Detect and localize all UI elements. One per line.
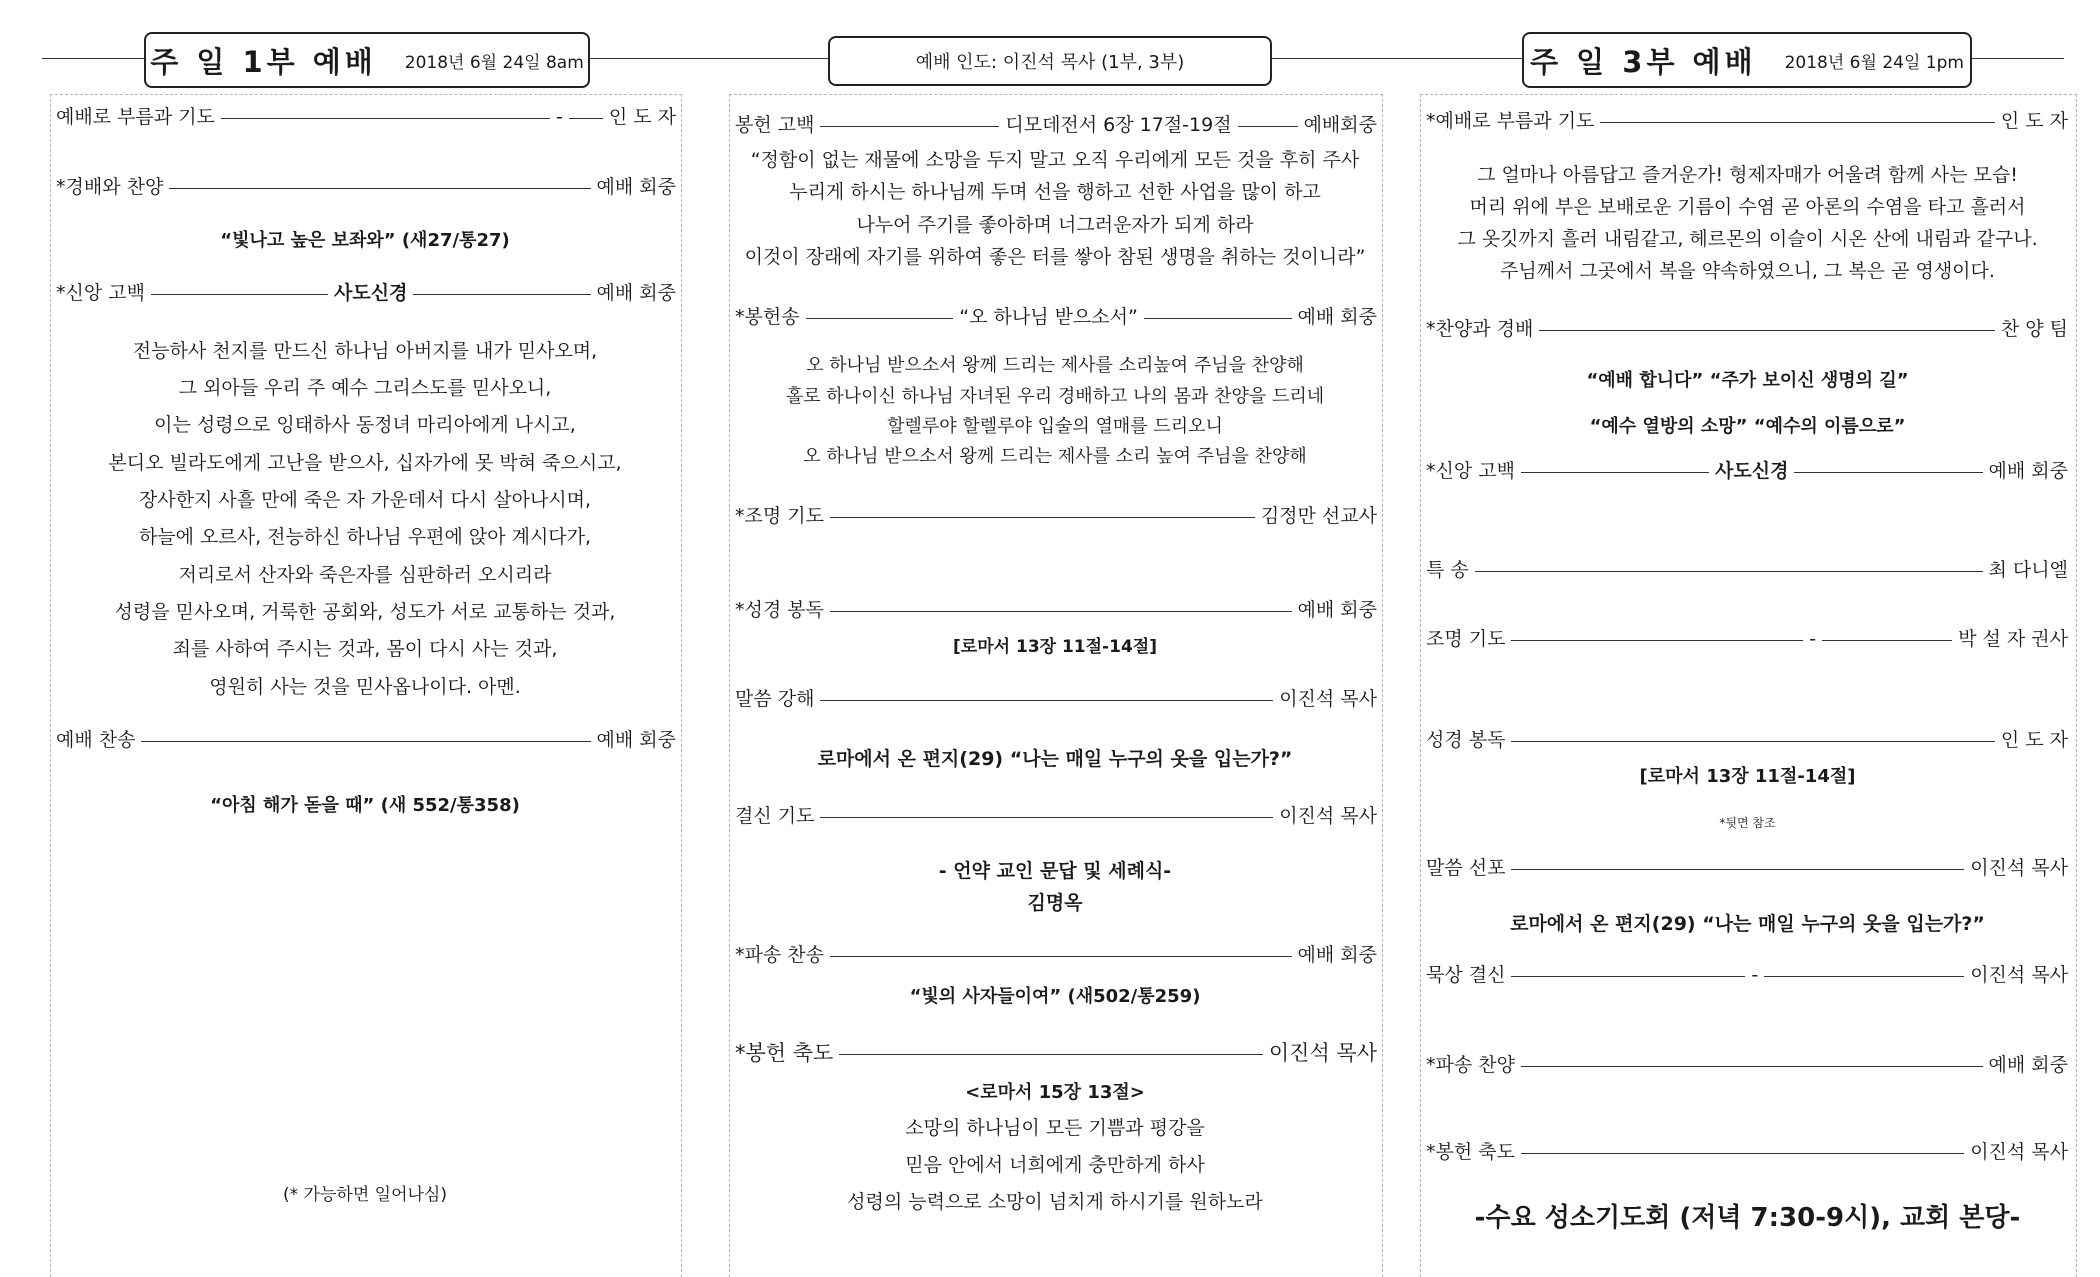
leader-rule [830, 611, 1292, 612]
benediction-line: 믿음 안에서 너희에게 충만하게 하사 [905, 1154, 1205, 1176]
item-label: 묵상 결신 [1426, 964, 1506, 986]
item-person: 인 도 자 [2000, 110, 2068, 132]
item-label: 예배로 부름과 기도 [56, 106, 215, 128]
item-label: *성경 봉독 [735, 599, 824, 621]
third-service-title: 주 일 3부 예배 [1530, 44, 1757, 79]
leader-rule [1521, 1153, 1964, 1154]
leader-rule [820, 700, 1273, 701]
leader-rule [1794, 472, 1982, 473]
psalm-line: 주님께서 그곳에서 복을 약속하였으니, 그 복은 곧 영생이다. [1500, 260, 1995, 282]
item-person: 예배 회중 [1297, 306, 1378, 328]
item-mark: - [1809, 628, 1817, 650]
creed-line: 죄를 사하여 주시는 것과, 몸이 다시 사는 것과, [172, 638, 558, 660]
order-row [1426, 557, 2068, 583]
lyric-line: 홀로 하나이신 하나님 자녀된 우리 경배하고 나의 몸과 찬양을 드리네 [785, 386, 1325, 407]
scripture-line: 이것이 장래에 자기를 위하여 좋은 터를 쌓아 참된 생명을 취하는 것이니라” [744, 246, 1366, 268]
order-row [735, 503, 1377, 529]
item-label: *신앙 고백 [56, 282, 145, 304]
order-row [735, 803, 1377, 829]
item-mid: 디모데전서 6장 17절-19절 [1005, 114, 1232, 136]
benediction-line: 성령의 능력으로 소망이 넘치게 하시기를 원하노라 [847, 1191, 1263, 1213]
reading-note: *뒷면 참조 [1719, 816, 1776, 830]
item-person: 최 다니엘 [1988, 559, 2068, 581]
item-label: 말씀 선포 [1426, 857, 1506, 879]
first-service-title: 주 일 1부 예배 [150, 44, 377, 79]
psalm-line: 그 옷깃까지 흘러 내림같고, 헤르몬의 이슬이 시온 산에 내림과 같구나. [1457, 228, 2038, 250]
item-person: 찬 양 팀 [2000, 318, 2068, 340]
item-person: 이진석 목사 [1279, 805, 1377, 827]
order-row [56, 104, 676, 130]
order-row [735, 1040, 1377, 1066]
leader-rule [1144, 318, 1292, 319]
creed-line: 그 외아들 우리 주 예수 그리스도를 믿사오니, [178, 377, 552, 399]
order-row [735, 686, 1377, 712]
item-mark: - [555, 106, 563, 128]
sermon-title: 로마에서 온 편지(29) “나는 매일 누구의 옷을 입는가?” [817, 748, 1293, 770]
order-row [56, 280, 676, 306]
item-label: *파송 찬송 [735, 944, 824, 966]
leader-header [828, 36, 1272, 86]
order-row [1426, 108, 2068, 134]
item-person: 이진석 목사 [1970, 1141, 2068, 1163]
item-person: 이진석 목사 [1268, 1041, 1377, 1065]
item-person: 예배 회중 [596, 282, 677, 304]
item-mark: - [1751, 964, 1759, 986]
item-label: 조명 기도 [1426, 628, 1506, 650]
item-label: *경배와 찬양 [56, 176, 164, 198]
lyric-line: 오 하나님 받으소서 왕께 드리는 제사를 소리 높여 주님을 찬양해 [803, 446, 1307, 467]
first-service-header [144, 32, 590, 88]
item-label: *신앙 고백 [1426, 460, 1515, 482]
lyric-line: 오 하나님 받으소서 왕께 드리는 제사를 소리높여 주님을 찬양해 [806, 355, 1304, 376]
worship-leader: 예배 인도: 이진석 목사 (1부, 3부) [915, 52, 1185, 73]
item-person: 이진석 목사 [1279, 688, 1377, 710]
item-label: *조명 기도 [735, 505, 824, 527]
item-person: 예배 회중 [596, 729, 676, 751]
creed-line: 하늘에 오르사, 전능하신 하나님 우편에 앉아 계시다가, [138, 526, 592, 548]
item-person: 예배 회중 [1988, 460, 2069, 482]
benediction-line: 소망의 하나님이 모든 기쁨과 평강을 [905, 1117, 1205, 1139]
leader-rule [569, 118, 603, 119]
item-label: *봉헌 축도 [735, 1041, 834, 1065]
item-label: *봉헌 축도 [1426, 1141, 1515, 1163]
item-person: 예배 회중 [1988, 1054, 2068, 1076]
leader-rule [1511, 741, 1994, 742]
order-row [1426, 458, 2068, 484]
lyric-line: 할렐루야 할렐루야 입술의 열매를 드리오니 [887, 416, 1223, 437]
psalm-line: 그 얼마나 아름답고 즐거운가! 형제자매가 어울려 함께 사는 모습! [1477, 164, 2018, 186]
item-person: 인 도 자 [608, 106, 676, 128]
leader-rule [806, 318, 954, 319]
order-row [1426, 1052, 2068, 1078]
leader-rule [820, 126, 999, 127]
wednesday-announcement: -수요 성소기도회 (저녁 7:30-9시), 교회 본당- [1474, 1203, 2021, 1233]
benediction-reference: <로마서 15장 13절> [965, 1082, 1145, 1103]
song-title: “빛의 사자들이여” (새502/통259) [909, 986, 1201, 1007]
item-label: *봉헌송 [735, 306, 800, 328]
item-label: 말씀 강해 [735, 688, 815, 710]
order-row [1426, 316, 2068, 342]
order-row [56, 174, 676, 200]
order-row [735, 112, 1377, 138]
item-person: 예배 회중 [596, 176, 676, 198]
scripture-line: 누리게 하시는 하나님께 두며 선을 행하고 선한 사업을 많이 하고 [789, 181, 1321, 203]
order-row [56, 727, 676, 753]
leader-rule [1521, 472, 1709, 473]
order-row [1426, 626, 2068, 652]
creed-line: 전능하사 천지를 만드신 하나님 아버지를 내가 믿사오며, [132, 340, 598, 362]
song-title: “아침 해가 돋을 때” (새 552/통358) [210, 795, 520, 816]
covenant-name: 김명옥 [1027, 892, 1083, 914]
praise-songs: “예배 합니다” “주가 보이신 생명의 길” [1586, 370, 1909, 391]
standing-note: (* 가능하면 일어나심) [283, 1185, 447, 1205]
song-title: “빛나고 높은 보좌와” (새27/통27) [220, 230, 510, 251]
leader-rule [1511, 976, 1745, 977]
item-label: *파송 찬양 [1426, 1054, 1515, 1076]
sermon-title: 로마에서 온 편지(29) “나는 매일 누구의 옷을 입는가?” [1510, 913, 1985, 935]
item-label: *예배로 부름과 기도 [1426, 110, 1595, 132]
order-row [735, 597, 1377, 623]
reading-reference: [로마서 13장 11절-14절] [1639, 766, 1856, 787]
creed-line: 장사한지 사흘 만에 죽은 자 가운데서 다시 살아나시며, [138, 489, 592, 511]
item-label: 예배 찬송 [56, 729, 136, 751]
leader-rule [1475, 571, 1983, 572]
leader-rule [169, 188, 590, 189]
item-label: 봉헌 고백 [735, 114, 815, 136]
praise-songs: “예수 열방의 소망” “예수의 이름으로” [1589, 416, 1906, 437]
third-service-date: 2018년 6월 24일 1pm [1784, 52, 1964, 73]
item-person: 인 도 자 [2000, 729, 2068, 751]
order-row [1426, 727, 2068, 753]
order-row [735, 304, 1377, 330]
item-person: 예배 회중 [1297, 944, 1377, 966]
covenant-heading: - 언약 교인 문답 및 세례식- [938, 860, 1172, 882]
item-person: 예배회중 [1303, 114, 1377, 136]
leader-rule [830, 956, 1292, 957]
leader-rule [141, 741, 590, 742]
leader-rule [151, 294, 328, 295]
creed-line: 영원히 사는 것을 믿사옵나이다. 아멘. [209, 676, 521, 698]
creed-line: 성령을 믿사오며, 거룩한 공회와, 성도가 서로 교통하는 것과, [114, 601, 616, 623]
order-row [1426, 855, 2068, 881]
creed-line: 이는 성령으로 잉태하사 동정녀 마리아에게 나시고, [154, 414, 576, 436]
first-service-date: 2018년 6월 24일 8am [404, 52, 584, 73]
leader-rule [1238, 126, 1298, 127]
item-person: 박 설 자 권사 [1958, 628, 2068, 650]
leader-rule [413, 294, 590, 295]
item-label: 결신 기도 [735, 805, 815, 827]
item-mid: 사도신경 [1715, 460, 1789, 482]
leader-rule [1511, 640, 1803, 641]
order-row [735, 942, 1377, 968]
item-person: 예배 회중 [1297, 599, 1377, 621]
item-mid: “오 하나님 받으소서” [959, 306, 1138, 328]
leader-rule [1822, 640, 1952, 641]
item-person: 이진석 목사 [1970, 964, 2068, 986]
item-label: 특 송 [1426, 559, 1469, 581]
third-service-header [1522, 32, 1972, 88]
leader-rule [221, 118, 550, 119]
leader-rule [1539, 330, 1995, 331]
order-row [1426, 1139, 2068, 1165]
item-person: 이진석 목사 [1970, 857, 2068, 879]
leader-rule [1511, 869, 1964, 870]
item-label: 성경 봉독 [1426, 729, 1506, 751]
creed-line: 저리로서 산자와 죽은자를 심판하러 오시리라 [178, 564, 552, 586]
leader-rule [1764, 976, 1964, 977]
scripture-line: “정함이 없는 재물에 소망을 두지 말고 오직 우리에게 모든 것을 후히 주사 [750, 149, 1360, 171]
psalm-line: 머리 위에 부은 보배로운 기름이 수염 곧 아론의 수염을 타고 흘러서 [1469, 196, 2026, 218]
item-label: *찬양과 경배 [1426, 318, 1534, 340]
leader-rule [1521, 1066, 1983, 1067]
reading-reference: [로마서 13장 11절-14절] [953, 637, 1157, 657]
item-mid: 사도신경 [334, 282, 408, 304]
leader-rule [820, 817, 1273, 818]
item-person: 김정만 선교사 [1260, 505, 1377, 527]
leader-rule [830, 517, 1255, 518]
order-row [1426, 962, 2068, 988]
leader-rule [1600, 122, 1994, 123]
creed-line: 본디오 빌라도에게 고난을 받으사, 십자가에 못 박혀 죽으시고, [108, 452, 622, 474]
scripture-line: 나누어 주기를 좋아하며 너그러운자가 되게 하라 [856, 214, 1254, 236]
leader-rule [839, 1054, 1263, 1055]
